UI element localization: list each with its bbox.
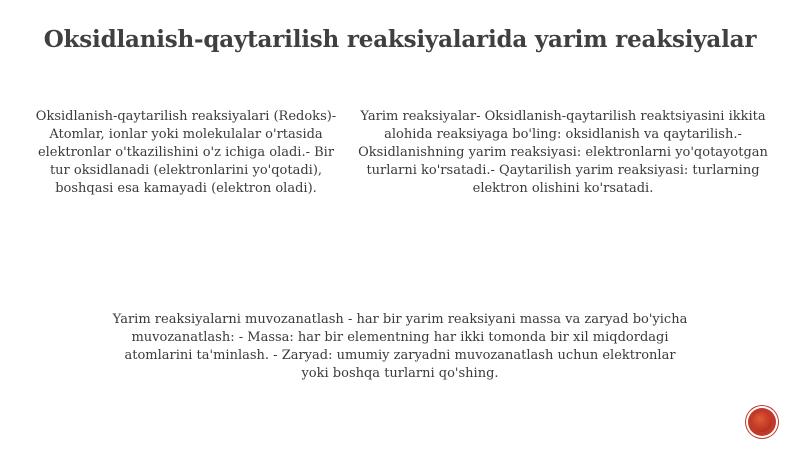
circle-button-icon[interactable] bbox=[748, 408, 776, 436]
right-text-block: Yarim reaksiyalar- Oksidlanish-qaytarilish reaktsiyasini ikkita alohida reaksiyaga bo'ling: oksidlanish va qaytarilish.- Oksidlanishning yarim reaksiyasi: elektronlarni yo'qotayotgan turlarni ko'rsatadi.- Qaytarilish yarim reaksiyasi: turlarning elektron olishini ko'rsatadi. bbox=[358, 109, 768, 196]
left-text-block: Oksidlanish-qaytarilish reaksiyalari (Redoks)- Atomlar, ionlar yoki molekulalar o'rtasida elektronlar o'tkazilishini o'z ichiga oladi.- Bir tur oksidlanadi (elektronlarini yo'qotadi), boshqasi esa kamayadi (elektron oladi). bbox=[35, 109, 337, 196]
bottom-text-block: Yarim reaksiyalarni muvozanatlash - har bir yarim reaksiyani massa va zaryad bo'yicha muvozanatlash: - Massa: har bir elementning har ikki tomonda bir xil miqdordagi atomlarini ta'minlash. - Zaryad: umumiy zaryadni muvozanatlash uchun elektronlar yoki boshqa turlarni qo'shing. bbox=[112, 312, 688, 381]
slide-title: Oksidlanish-qaytarilish reaksiyalarida yarim reaksiyalar bbox=[43, 26, 757, 53]
